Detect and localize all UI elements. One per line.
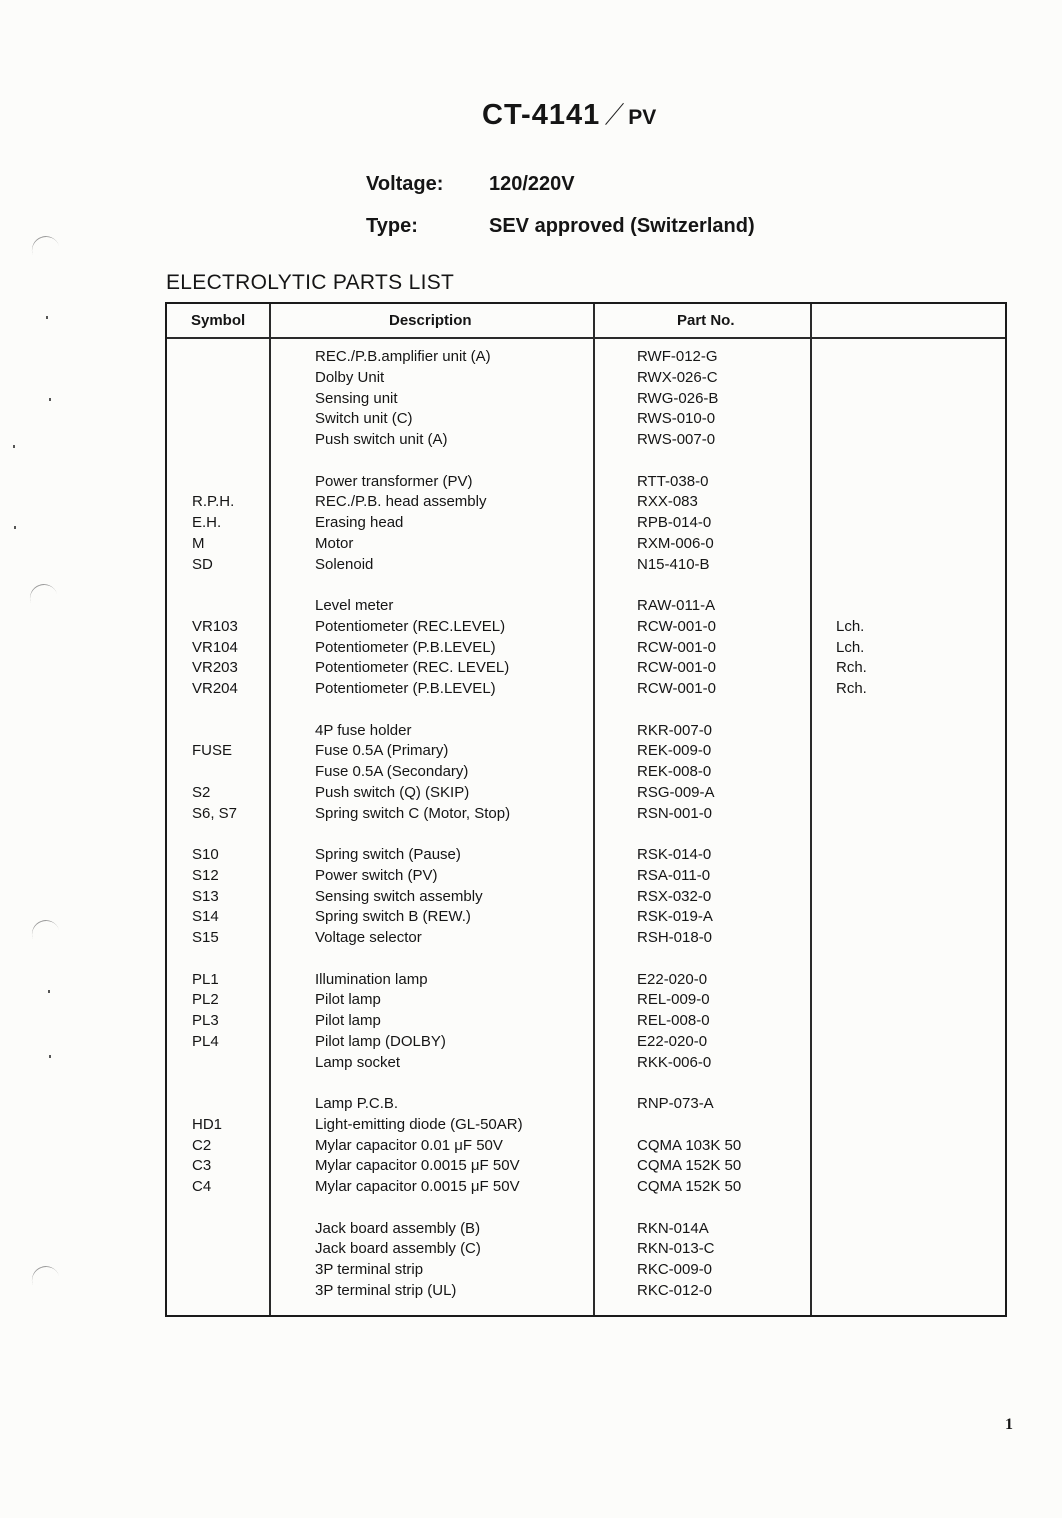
cell-description: 3P terminal strip xyxy=(315,1261,424,1278)
model-number: CT-4141 xyxy=(482,99,601,131)
cell-part-no: RSK-019-A xyxy=(637,908,713,926)
cell-description: Potentiometer (REC.LEVEL) xyxy=(315,617,506,635)
table-row xyxy=(167,888,1005,909)
table-row xyxy=(167,390,1005,411)
table-row xyxy=(167,784,1005,805)
cell-description: Jack board assembly (B) xyxy=(315,1219,481,1237)
cell-description: Switch unit (C) xyxy=(315,410,413,428)
table-row xyxy=(167,846,1005,867)
cell-description: Erasing head xyxy=(315,514,404,531)
table-row xyxy=(167,742,1005,763)
table-row xyxy=(167,1199,1005,1220)
voltage-spec xyxy=(366,173,575,196)
cell-description: Mylar capacitor 0.0015 μF 50V xyxy=(315,1178,520,1195)
table-body xyxy=(167,348,1005,1303)
cell-symbol: VR204 xyxy=(192,680,238,697)
table-row xyxy=(167,639,1005,660)
table-row xyxy=(167,1095,1005,1116)
binding-hole-mark xyxy=(28,1262,64,1299)
table-row xyxy=(167,991,1005,1012)
cell-description: Level meter xyxy=(315,597,394,614)
binding-hole-mark xyxy=(28,916,64,953)
cell-part-no: RAW-011-A xyxy=(637,597,716,614)
cell-part-no: RWF-012-G xyxy=(637,348,718,365)
cell-description: REC./P.B.amplifier unit (A) xyxy=(315,348,491,365)
cell-part-no: RNP-073-A xyxy=(637,1095,714,1112)
cell-description: Motor xyxy=(315,534,354,552)
cell-part-no: RKK-006-0 xyxy=(637,1053,712,1071)
cell-part-no: RTT-038-0 xyxy=(637,472,709,490)
table-row xyxy=(167,680,1005,701)
cell-symbol: S10 xyxy=(192,846,219,863)
cell-part-no: RCW-001-0 xyxy=(637,617,716,635)
cell-remarks: Rch. xyxy=(836,659,867,677)
column-header-symbol: Symbol xyxy=(191,312,246,329)
cell-part-no: RKC-009-0 xyxy=(637,1261,713,1278)
binding-hole-mark xyxy=(26,580,62,617)
table-row xyxy=(167,763,1005,784)
cell-description: Potentiometer (REC. LEVEL) xyxy=(315,659,510,677)
cell-symbol: PL2 xyxy=(192,991,219,1009)
scan-speck xyxy=(46,316,48,319)
cell-symbol: PL4 xyxy=(192,1032,219,1050)
scan-speck xyxy=(49,1055,51,1058)
cell-remarks: Rch. xyxy=(836,680,867,697)
cell-part-no: RXM-006-0 xyxy=(637,534,714,552)
cell-part-no: REL-008-0 xyxy=(637,1012,710,1029)
table-row xyxy=(167,597,1005,618)
voltage-value: 120/220V xyxy=(489,173,575,195)
cell-description: Pilot lamp (DOLBY) xyxy=(315,1032,446,1050)
cell-part-no: RCW-001-0 xyxy=(637,638,716,656)
table-row xyxy=(167,1012,1005,1033)
table-row xyxy=(167,805,1005,826)
cell-part-no: REK-009-0 xyxy=(637,742,712,760)
cell-symbol: E.H. xyxy=(192,514,222,531)
cell-part-no: RWX-026-C xyxy=(637,368,718,386)
cell-symbol: SD xyxy=(192,555,213,573)
cell-description: Dolby Unit xyxy=(315,368,385,386)
cell-symbol: M xyxy=(192,534,205,552)
cell-part-no: CQMA 152K 50 xyxy=(637,1157,742,1175)
cell-description: Pilot lamp xyxy=(315,991,381,1009)
cell-description: Light-emitting diode (GL-50AR) xyxy=(315,1115,523,1133)
table-row xyxy=(167,825,1005,846)
cell-part-no: RWS-007-0 xyxy=(637,431,716,448)
type-value: SEV approved (Switzerland) xyxy=(489,215,755,237)
cell-description: Power switch (PV) xyxy=(315,866,438,884)
table-row xyxy=(167,369,1005,390)
table-row xyxy=(167,1178,1005,1199)
cell-description: Lamp P.C.B. xyxy=(315,1095,399,1112)
cell-description: Fuse 0.5A (Secondary) xyxy=(315,763,469,780)
cell-description: Spring switch (Pause) xyxy=(315,846,461,863)
cell-symbol: S15 xyxy=(192,929,219,946)
cell-part-no: CQMA 103K 50 xyxy=(637,1136,742,1154)
table-row xyxy=(167,348,1005,369)
cell-symbol: PL3 xyxy=(192,1012,219,1029)
cell-description: Push switch unit (A) xyxy=(315,431,448,448)
type-spec xyxy=(366,215,755,238)
cell-symbol: S13 xyxy=(192,887,219,905)
cell-symbol: S2 xyxy=(192,783,211,801)
cell-description: Spring switch C (Motor, Stop) xyxy=(315,804,511,822)
cell-description: Sensing switch assembly xyxy=(315,887,483,905)
cell-symbol: VR103 xyxy=(192,617,238,635)
cell-description: Voltage selector xyxy=(315,929,422,946)
table-row xyxy=(167,1240,1005,1261)
binding-hole-mark xyxy=(28,232,64,269)
cell-symbol: C3 xyxy=(192,1157,212,1175)
cell-part-no: RKN-014A xyxy=(637,1219,709,1237)
table-row xyxy=(167,1157,1005,1178)
table-row xyxy=(167,535,1005,556)
cell-symbol: FUSE xyxy=(192,742,233,760)
scan-speck xyxy=(49,398,51,401)
cell-symbol: PL1 xyxy=(192,970,219,988)
cell-part-no: E22-020-0 xyxy=(637,970,708,988)
parts-list-title: ELECTROLYTIC PARTS LIST xyxy=(166,271,455,294)
cell-part-no: RWS-010-0 xyxy=(637,410,716,428)
cell-description: Push switch (Q) (SKIP) xyxy=(315,783,470,801)
scan-speck xyxy=(13,445,15,448)
table-row xyxy=(167,1033,1005,1054)
cell-remarks: Lch. xyxy=(836,617,865,635)
cell-description: REC./P.B. head assembly xyxy=(315,493,487,511)
table-row xyxy=(167,431,1005,452)
document-title xyxy=(482,98,656,132)
parts-table xyxy=(165,302,1007,1317)
cell-part-no: RSA-011-0 xyxy=(637,866,711,884)
table-row xyxy=(167,514,1005,535)
cell-part-no: RCW-001-0 xyxy=(637,680,716,697)
cell-part-no: RXX-083 xyxy=(637,493,698,511)
table-row xyxy=(167,1137,1005,1158)
cell-part-no: RSX-032-0 xyxy=(637,887,712,905)
page-number: 1 xyxy=(1005,1416,1013,1433)
voltage-label: Voltage: xyxy=(366,173,444,195)
cell-part-no: RSK-014-0 xyxy=(637,846,712,863)
cell-part-no: RKR-007-0 xyxy=(637,721,713,739)
cell-part-no: RPB-014-0 xyxy=(637,514,712,531)
cell-part-no: RCW-001-0 xyxy=(637,659,716,677)
table-row xyxy=(167,722,1005,743)
column-header-part-no: Part No. xyxy=(677,312,735,329)
cell-part-no: RSG-009-A xyxy=(637,783,715,801)
table-row xyxy=(167,556,1005,577)
table-row xyxy=(167,618,1005,639)
table-row xyxy=(167,1116,1005,1137)
cell-remarks: Lch. xyxy=(836,638,865,656)
cell-part-no: REK-008-0 xyxy=(637,763,712,780)
cell-symbol: S14 xyxy=(192,908,219,926)
cell-description: Lamp socket xyxy=(315,1053,401,1071)
table-row xyxy=(167,1054,1005,1075)
cell-symbol: VR203 xyxy=(192,659,238,677)
header-divider xyxy=(167,337,1005,339)
cell-part-no: E22-020-0 xyxy=(637,1032,708,1050)
cell-description: 4P fuse holder xyxy=(315,721,412,739)
table-row xyxy=(167,950,1005,971)
cell-part-no: RSH-018-0 xyxy=(637,929,713,946)
table-row xyxy=(167,701,1005,722)
scan-speck xyxy=(48,990,50,993)
table-row xyxy=(167,971,1005,992)
table-row xyxy=(167,929,1005,950)
table-row xyxy=(167,1261,1005,1282)
table-row xyxy=(167,473,1005,494)
cell-symbol: S6, S7 xyxy=(192,804,238,822)
cell-part-no: RKN-013-C xyxy=(637,1240,715,1258)
cell-description: Solenoid xyxy=(315,555,374,573)
cell-description: Potentiometer (P.B.LEVEL) xyxy=(315,680,496,697)
table-row xyxy=(167,576,1005,597)
table-row xyxy=(167,659,1005,680)
cell-symbol: S12 xyxy=(192,866,219,884)
cell-part-no: RKC-012-0 xyxy=(637,1281,713,1299)
scan-speck xyxy=(14,526,16,529)
cell-description: Potentiometer (P.B.LEVEL) xyxy=(315,638,496,656)
table-row xyxy=(167,867,1005,888)
cell-symbol: R.P.H. xyxy=(192,493,235,511)
cell-description: Jack board assembly (C) xyxy=(315,1240,481,1258)
cell-description: Pilot lamp xyxy=(315,1012,381,1029)
type-label: Type: xyxy=(366,215,418,237)
cell-part-no: RWG-026-B xyxy=(637,389,719,407)
cell-symbol: HD1 xyxy=(192,1115,223,1133)
cell-description: Power transformer (PV) xyxy=(315,472,473,490)
cell-description: Fuse 0.5A (Primary) xyxy=(315,742,449,760)
table-row xyxy=(167,908,1005,929)
table-row xyxy=(167,1282,1005,1303)
cell-part-no: REL-009-0 xyxy=(637,991,710,1009)
table-row xyxy=(167,452,1005,473)
cell-part-no: N15-410-B xyxy=(637,555,710,573)
cell-description: 3P terminal strip (UL) xyxy=(315,1281,457,1299)
cell-description: Sensing unit xyxy=(315,389,398,407)
cell-part-no: CQMA 152K 50 xyxy=(637,1178,742,1195)
table-row xyxy=(167,410,1005,431)
cell-symbol: C2 xyxy=(192,1136,212,1154)
table-row xyxy=(167,1220,1005,1241)
cell-description: Spring switch B (REW.) xyxy=(315,908,471,926)
cell-description: Mylar capacitor 0.01 μF 50V xyxy=(315,1136,503,1154)
cell-symbol: C4 xyxy=(192,1178,212,1195)
cell-symbol: VR104 xyxy=(192,638,238,656)
table-row xyxy=(167,493,1005,514)
column-header-description: Description xyxy=(389,312,472,329)
slash-divider xyxy=(604,98,626,128)
cell-part-no: RSN-001-0 xyxy=(637,804,713,822)
cell-description: Mylar capacitor 0.0015 μF 50V xyxy=(315,1157,520,1175)
table-row xyxy=(167,1074,1005,1095)
cell-description: Illumination lamp xyxy=(315,970,428,988)
model-suffix: PV xyxy=(628,106,657,129)
